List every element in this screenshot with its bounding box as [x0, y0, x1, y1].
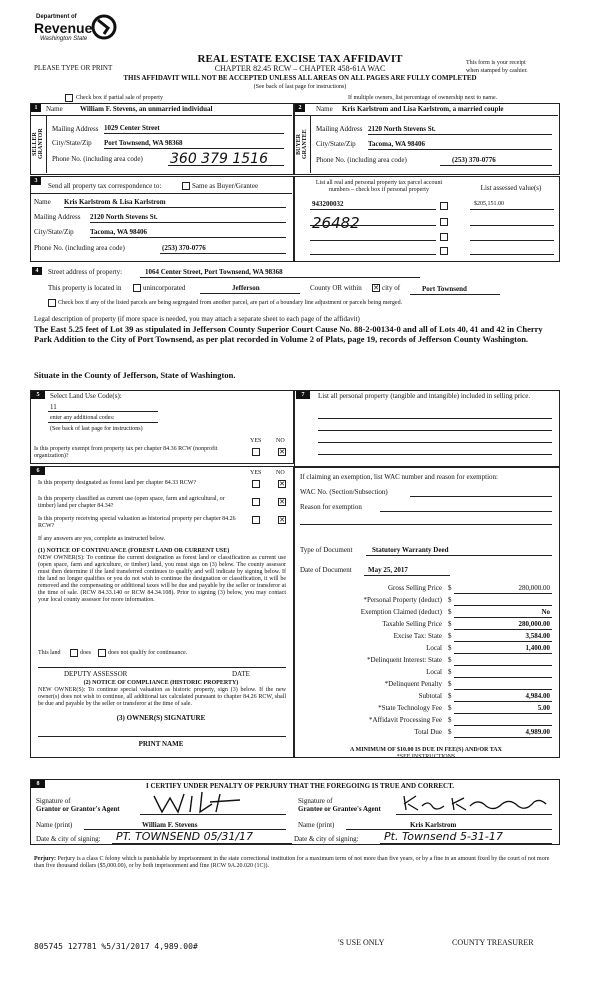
print-name-label: PRINT NAME	[138, 740, 184, 748]
seller-city[interactable]: Port Townsend, WA 98368	[104, 139, 183, 147]
personal-property-checkbox-1[interactable]	[440, 202, 448, 210]
street-label: Street address of property:	[48, 268, 123, 276]
see-back-codes: (See back of last page for instructions)	[50, 426, 143, 432]
current-use-question: Is this property classified as current use (open space, farm and agricultural, or timber) land per chapter 84.34?	[38, 496, 225, 509]
seller-city-label: City/State/Zip	[52, 139, 92, 147]
exempt-no-checkbox-checked[interactable]: ✕	[279, 448, 285, 456]
assessed-label: List assessed value(s)	[480, 184, 542, 192]
grantor-name-print-label: Name (print)	[36, 821, 73, 829]
corr-city-label: City/State/Zip	[34, 228, 74, 236]
dollar-sign: $	[448, 728, 452, 736]
corr-phone-label: Phone No. (including area code)	[34, 244, 125, 252]
buyer-name[interactable]: Kris Karlstrom and Lisa Karlstrom, a married couple	[342, 105, 504, 113]
county-or-label: County OR within	[310, 284, 362, 292]
s6-yes-label: YES	[250, 470, 262, 476]
county-treasurer: COUNTY TREASURER	[452, 938, 534, 947]
if-yes-note: If any answers are yes, complete as instructed below.	[38, 536, 166, 542]
forest-no-checkbox-checked[interactable]: ✕	[279, 480, 285, 488]
buyer-phone-label: Phone No. (including area code)	[316, 156, 407, 164]
forest-yes-checkbox[interactable]	[252, 480, 260, 488]
treasurer-use-only: 'S USE ONLY	[338, 938, 385, 947]
dollar-sign: $	[448, 680, 452, 688]
see-instructions: *SEE INSTRUCTIONS	[396, 754, 456, 760]
buyer-mail-label: Mailing Address	[316, 125, 363, 133]
receipt-line1: This form is your receipt	[466, 60, 526, 66]
corr-mail-label: Mailing Address	[34, 213, 81, 221]
doc-type[interactable]: Statutory Warranty Deed	[372, 546, 449, 554]
gross-selling-price[interactable]: 280,000.00	[518, 584, 550, 592]
tax-row-label: Taxable Selling Price	[382, 620, 442, 628]
dollar-sign: $	[448, 704, 452, 712]
tax-row-label: Gross Selling Price	[387, 584, 442, 592]
buyer-grantee-label: BUYER GRANTEE	[296, 129, 308, 159]
historical-yes-checkbox[interactable]	[252, 516, 260, 524]
legal-description[interactable]: The East 5.25 feet of Lot 39 as stipulated in Jefferson County Superior Court Cause No. 88-2-00134-0 and all of Lots 40, 41 and 42 in Cherry Park Addition to the City of Port Townsend, as per plat recorded in Volume 2 of Plats, page 19, records of Jefferson County Washington.	[34, 324, 543, 344]
exempt-yes-checkbox[interactable]	[252, 448, 260, 456]
current-use-yes-checkbox[interactable]	[252, 498, 260, 506]
dollar-sign: $	[448, 668, 452, 676]
partial-sale-label: Check box if partial sale of property	[76, 95, 163, 101]
exempt-question: Is this property exempt from property tax per chapter 84.36 RCW (nonprofit organization)?	[34, 446, 218, 459]
form-title: REAL ESTATE EXCISE TAX AFFIDAVIT	[197, 53, 403, 65]
certify-statement: I CERTIFY UNDER PENALTY OF PERJURY THAT THE FOREGOING IS TRUE AND CORRECT.	[145, 782, 454, 790]
unincorporated-label: unincorporated	[143, 284, 186, 292]
dollar-sign: $	[448, 620, 452, 628]
seller-name[interactable]: William F. Stevens, an unmarried individual	[80, 105, 213, 113]
tax-row-label: Total Due	[414, 728, 442, 736]
buyer-mail[interactable]: 2120 North Stevens St.	[368, 125, 436, 133]
tax-row-label: *Delinquent Interest: State	[366, 656, 442, 664]
does-label: does	[80, 650, 91, 656]
corr-city[interactable]: Tacoma, WA 98406	[90, 228, 147, 236]
parcel-number-1[interactable]: 943200032	[312, 200, 344, 208]
buyer-city[interactable]: Tacoma, WA 98406	[368, 140, 425, 148]
total-due[interactable]: 4,989.00	[525, 728, 550, 736]
parcels-label-2: numbers – check box if personal property	[329, 187, 429, 193]
doc-date[interactable]: May 25, 2017	[368, 566, 408, 574]
perjury-text	[34, 856, 560, 870]
parcel-number-2[interactable]: 26482	[312, 214, 360, 232]
grantee-date-city-label: Date & city of signing:	[294, 835, 359, 843]
dollar-sign: $	[448, 584, 452, 592]
subtotal[interactable]: 4,984.00	[525, 692, 550, 700]
perjury-body: Perjury is a class C felony which is punishable by imprisonment in the state correctional institution for a maximum term of not more than five years, or by a fine in an amount fixed by the court of not more than five thousand dollars ($5,000.00), or by both imprisonment and fine (RCW 9A.20.020 (1C)).	[34, 856, 550, 869]
grantee-signature[interactable]	[400, 792, 550, 814]
perjury-label: Perjury:	[34, 856, 56, 862]
segregated-checkbox[interactable]	[48, 299, 56, 307]
dollar-sign: $	[448, 692, 452, 700]
tax-row-label: *State Technology Fee	[378, 704, 442, 712]
doc-date-label: Date of Document	[300, 566, 352, 574]
segregated-label: Check box if any of the listed parcels are being segregated from another parcel, are part of a boundary line adjustment or parcels being merged.	[58, 300, 403, 306]
personal-property-checkbox-3[interactable]	[440, 233, 448, 241]
personal-property-checkbox-2[interactable]	[440, 218, 448, 226]
grantor-sig-label-1: Signature of	[36, 797, 71, 805]
cashier-stamp: 805745 127781 %5/31/2017 4,989.00#	[34, 942, 198, 951]
section-7-box	[294, 390, 560, 468]
tax-row-label: Local	[426, 668, 442, 676]
section-7-number: 7	[296, 391, 310, 399]
assessed-value-1[interactable]: $205,151.00	[474, 201, 504, 207]
current-use-no-checkbox-checked[interactable]: ✕	[279, 498, 285, 506]
correspondence-label: Send all property tax correspondence to:	[48, 182, 162, 190]
section-1-number: 1	[31, 104, 41, 112]
does-not-label: does not qualify for continuance.	[108, 650, 188, 656]
tax-row-label: *Personal Property (deduct)	[363, 596, 442, 604]
legal-desc-label: Legal description of property (if more space is needed, you may attach a separate sheet to each page of the affidavit)	[34, 315, 360, 323]
tax-row-label: Excise Tax: State	[393, 632, 442, 640]
see-back: (See back of last page for instructions)	[253, 84, 347, 90]
section-8-number: 8	[31, 780, 45, 788]
state-technology-fee[interactable]: 5.00	[537, 704, 550, 712]
taxable-selling-price[interactable]: 280,000.00	[518, 620, 550, 628]
form-warning: THIS AFFIDAVIT WILL NOT BE ACCEPTED UNLESS ALL AREAS ON ALL PAGES ARE FULLY COMPLETED	[123, 74, 477, 82]
grantor-name-print[interactable]: William F. Stevens	[142, 821, 198, 829]
section-6-number: 6	[31, 467, 45, 475]
dollar-sign: $	[448, 656, 452, 664]
wac-label: WAC No. (Section/Subsection)	[300, 488, 388, 496]
historical-question: Is this property receiving special valuation as historical property per chapter 84.26 RCW?	[38, 516, 236, 529]
dollar-sign: $	[448, 632, 452, 640]
this-land-label: This land	[38, 650, 61, 656]
logo-state: Washington State	[40, 36, 88, 42]
grantee-date-city[interactable]: Pt. Townsend 5-31-17	[384, 830, 503, 843]
city-of-label: city of	[382, 284, 401, 292]
buyer-name-label: Name	[316, 105, 333, 113]
personal-property-label: List all personal property (tangible and intangible) included in selling price.	[318, 392, 531, 400]
tax-table	[296, 584, 556, 744]
seller-name-label: Name	[46, 105, 63, 113]
does-not-checkbox[interactable]	[98, 649, 106, 657]
notice-compliance-text: NEW OWNER(S): To continue special valuation as historic property, sign (3) below. If the new owner(s) does not wish to continue, all additional tax calculated pursuant to chapter 84.26 RCW, shall be due and payable by the seller or transferor at the time of sale.	[38, 687, 286, 707]
dollar-sign: $	[448, 716, 452, 724]
seller-grantor-label: SELLER GRANTOR	[32, 128, 44, 160]
section-3-number: 3	[31, 177, 41, 185]
grantor-signature[interactable]	[150, 790, 270, 816]
parcels-label-1: List all real and personal property tax parcel account	[315, 180, 443, 186]
section-4-number: 4	[32, 267, 42, 275]
s6-no-label: NO	[276, 470, 285, 476]
same-as-buyer-label: Same as Buyer/Grantee	[192, 182, 259, 190]
revenue-logo-icon	[90, 14, 118, 40]
seller-phone-label: Phone No. (including area code)	[52, 155, 143, 163]
situate-line[interactable]: Situate in the County of Jefferson, State of Washington.	[34, 370, 236, 380]
grantor-date-city[interactable]: PT. TOWNSEND 05/31/17	[116, 830, 254, 843]
minimum-due-note: A MINIMUM OF $10.00 IS DUE IN FEE(S) AND/OR TAX	[350, 747, 502, 753]
located-label: This property is located in	[48, 284, 122, 292]
owner-signature-label: (3) OWNER(S) SIGNATURE	[116, 714, 206, 722]
tax-row-label: *Affidavit Processing Fee	[369, 716, 442, 724]
logo-name: Revenue	[34, 20, 93, 36]
section-2-number: 2	[295, 104, 305, 112]
receipt-line2: when stamped by cashier.	[466, 68, 528, 74]
personal-property-checkbox-4[interactable]	[440, 247, 448, 255]
reason-label: Reason for exemption	[300, 503, 362, 511]
corr-mail[interactable]: 2120 North Stevens St.	[90, 213, 158, 221]
grantee-sig-label-2: Grantee or Grantee's Agent	[298, 805, 381, 813]
logo	[34, 14, 124, 50]
land-use-code[interactable]: 11	[50, 403, 57, 411]
city-value[interactable]: Port Townsend	[422, 285, 467, 293]
same-as-buyer-checkbox[interactable]	[182, 182, 190, 190]
tax-row-label: *Delinquent Penalty	[384, 680, 442, 688]
exemption-claimed[interactable]: No	[541, 608, 550, 616]
partial-sale-checkbox[interactable]	[65, 94, 73, 102]
excise-tax-state[interactable]: 3,584.00	[525, 632, 550, 640]
corr-name[interactable]: Kris Karlstrom & Lisa Karlstrom	[64, 198, 166, 206]
county-value[interactable]: Jefferson	[232, 284, 260, 292]
deputy-assessor-label: DEPUTY ASSESSOR	[64, 670, 128, 678]
grantee-name-print-label: Name (print)	[298, 821, 335, 829]
form-chapter: CHAPTER 82.45 RCW – CHAPTER 458-61A WAC	[214, 64, 386, 73]
seller-mail[interactable]: 1029 Center Street	[104, 124, 160, 132]
dollar-sign: $	[448, 608, 452, 616]
doc-type-label: Type of Document	[300, 546, 353, 554]
historical-no-checkbox-checked[interactable]: ✕	[279, 516, 285, 524]
logo-dept: Department of	[36, 14, 77, 20]
land-use-label: Select Land Use Code(s):	[50, 392, 122, 400]
forest-question: Is this property designated as forest land per chapter 84.33 RCW?	[38, 480, 197, 486]
tax-row-label: Local	[426, 644, 442, 652]
corr-phone[interactable]: (253) 370-0776	[162, 244, 206, 252]
tax-row-label: Subtotal	[418, 692, 442, 700]
tax-row-label: Exemption Claimed (deduct)	[360, 608, 442, 616]
grantee-name-print[interactable]: Kris Karlstrom	[410, 821, 457, 829]
excise-tax-local[interactable]: 1,400.00	[525, 644, 550, 652]
additional-codes-label: enter any additional codes:	[50, 415, 115, 421]
notice-continuance-text: NEW OWNER(S): To continue the current designation as forest land or classification as current use (open space, farm and agriculture, or timber) land, you must sign on (3) below. The county assessor must then determine if the land transferred continues to qualify and will indicate by signing below. If the land no longer qualifies or you do not wish to continue the designation or classification, it will be removed and the compensating or additional taxes will be due and payable by the seller or transferor at the time of sale. (RCW 84.33.140 or RCW 84.34.108). Prior to signing (3) below, you may contact your local county assessor for more information.	[38, 555, 286, 603]
notice-continuance-title: (1) NOTICE OF CONTINUANCE (FOREST LAND OR CURRENT USE)	[38, 548, 230, 554]
please-type: PLEASE TYPE OR PRINT	[34, 64, 113, 72]
does-checkbox[interactable]	[70, 649, 78, 657]
multiple-owners-note: If multiple owners, list percentage of ownership next to name.	[348, 95, 498, 101]
notice-compliance-title: (2) NOTICE OF COMPLIANCE (HISTORIC PROPERTY)	[83, 680, 239, 686]
grantor-date-city-label: Date & city of signing:	[36, 835, 101, 843]
grantor-sig-label-2: Grantor or Grantor's Agent	[36, 805, 120, 813]
street-address[interactable]: 1064 Center Street, Port Townsend, WA 98368	[145, 268, 283, 276]
unincorporated-checkbox[interactable]	[133, 284, 141, 292]
claim-exemption-label: If claiming an exemption, list WAC number and reason for exemption:	[300, 473, 498, 481]
seller-phone[interactable]: 360 379 1516	[170, 151, 268, 167]
grantee-sig-label-1: Signature of	[298, 797, 333, 805]
s5-no-label: NO	[276, 438, 285, 444]
buyer-phone[interactable]: (253) 370-0776	[452, 156, 496, 164]
buyer-city-label: City/State/Zip	[316, 140, 356, 148]
seller-mail-label: Mailing Address	[52, 125, 99, 133]
s5-yes-label: YES	[250, 438, 262, 444]
city-checkbox-checked[interactable]: ✕	[373, 284, 379, 292]
dollar-sign: $	[448, 644, 452, 652]
dollar-sign: $	[448, 596, 452, 604]
assessor-date-label: DATE	[232, 670, 250, 678]
section-5-number: 5	[31, 391, 45, 399]
corr-name-label: Name	[34, 198, 51, 206]
